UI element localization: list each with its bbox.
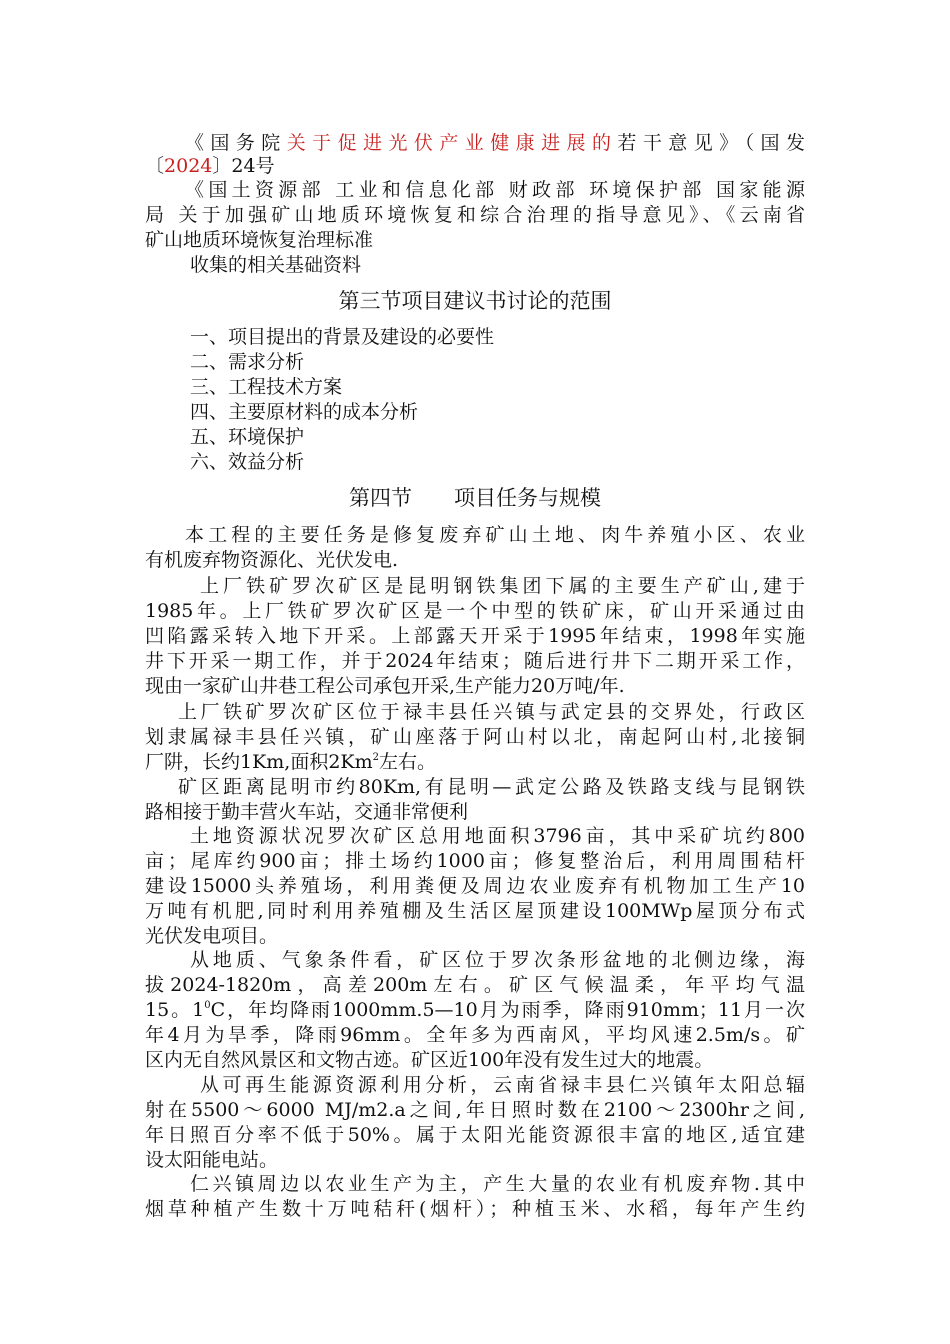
reference-line: 收集的相关基础资料 [190,254,362,276]
reference-line: 局 关于加强矿山地质环境恢复和综合治理的指导意见》、《云南省 [145,204,805,226]
list-item: 二、需求分析 [190,351,305,373]
paragraph-line: 年4月为旱季，降雨96mm。全年多为西南风，平均风速2.5m/s。矿 [145,1024,805,1046]
superscript: 2 [372,752,380,763]
paragraph-line: 矿区距离昆明市约80Km,有昆明—武定公路及铁路支线与昆钢铁 [178,776,805,798]
reference-highlight: 关于促进光伏产业健康进展的 [286,132,618,154]
paragraph-line: 从地质、气象条件看，矿区位于罗次条形盆地的北侧边缘，海 [190,949,805,971]
section-heading: 第四节 项目任务与规模 [349,486,601,510]
paragraph-text: 厂阱，长约1Km,面积2Km [145,751,373,773]
reference-text: 《国务院 [185,132,287,154]
paragraph-text: 15。1 [145,999,205,1021]
paragraph-line: 上厂铁矿罗次矿区是昆明钢铁集团下属的主要生产矿山,建于 [200,575,805,597]
reference-line: 《国土资源部 工业和信息化部 财政部 环境保护部 国家能源 [185,179,805,201]
reference-line [185,131,805,155]
paragraph-line: 井下开采一期工作，并于2024年结束；随后进行井下二期开采工作， [145,650,805,672]
paragraph-line: 光伏发电项目。 [145,925,279,947]
paragraph-line [145,998,805,1022]
paragraph-line: 仁兴镇周边以农业生产为主，产生大量的农业有机废弃物.其中 [190,1173,805,1195]
paragraph-line: 区内无自然风景区和文物古迹。矿区近100年没有发生过大的地震。 [145,1049,714,1071]
paragraph-line: 本工程的主要任务是修复废弃矿山土地、肉牛养殖小区、农业 [185,524,805,546]
section-heading: 第三节项目建议书讨论的范围 [338,289,612,313]
paragraph-line: 设太阳能电站。 [145,1149,279,1171]
list-item: 一、项目提出的背景及建设的必要性 [190,326,495,348]
paragraph-line [145,750,805,774]
paragraph-line: 建设15000头养殖场，利用粪便及周边农业废弃有机物加工生产10 [145,875,805,897]
paragraph-line: 万吨有机肥,同时利用养殖棚及生活区屋顶建设100MWp屋顶分布式 [145,900,805,922]
reference-text: 〔 [145,155,165,177]
reference-line: 矿山地质环境恢复治理标准 [145,229,374,251]
reference-text: 〕24号 [212,155,275,177]
paragraph-text: 左右。 [379,751,437,773]
list-item: 五、环境保护 [190,426,305,448]
paragraph-line: 路相接于勤丰营火车站，交通非常便利 [145,801,469,823]
paragraph-line: 现由一家矿山井巷工程公司承包开采,生产能力20万吨/年. [145,675,625,697]
list-item: 六、效益分析 [190,451,305,473]
paragraph-text: C，年均降雨1000mm.5—10月为雨季，降雨910mm；11月一次 [210,999,805,1021]
paragraph-line: 年日照百分率不低于50%。属于太阳光能资源很丰富的地区,适宜建 [145,1124,805,1146]
list-item: 四、主要原材料的成本分析 [190,401,419,423]
paragraph-line: 亩；尾库约900亩；排土场约1000亩；修复整治后，利用周围秸杆 [145,850,805,872]
paragraph-line: 上厂铁矿罗次矿区位于禄丰县任兴镇与武定县的交界处，行政区 [178,701,805,723]
reference-text: 若干意见》（国发 [617,132,805,154]
paragraph-line: 划隶属禄丰县任兴镇，矿山座落于阿山村以北，南起阿山村,北接铜 [145,726,805,748]
paragraph-line: 从可再生能源资源利用分析，云南省禄丰县仁兴镇年太阳总辐 [200,1074,805,1096]
paragraph-line: 有机废弃物资源化、光伏发电. [145,549,399,571]
paragraph-line: 烟草种植产生数十万吨秸秆(烟杆）；种植玉米、水稻，每年产生约 [145,1198,805,1220]
paragraph-line: 拔2024-1820m，高差200m左右。矿区气候温柔，年平均气温 [145,974,805,996]
paragraph-line: 射在5500～6000 MJ/m2.a之间,年日照时数在2100～2300hr之间, [145,1099,805,1121]
paragraph-line: 1985年。上厂铁矿罗次矿区是一个中型的铁矿床，矿山开采通过由 [145,600,805,622]
reference-line [145,154,805,178]
reference-year: 2024 [164,155,213,177]
paragraph-line: 土地资源状况罗次矿区总用地面积3796亩，其中采矿坑约800 [190,825,805,847]
list-item: 三、工程技术方案 [190,376,343,398]
paragraph-line: 凹陷露采转入地下开采。上部露天开采于1995年结束，1998年实施 [145,625,805,647]
superscript: 0 [204,1000,211,1011]
